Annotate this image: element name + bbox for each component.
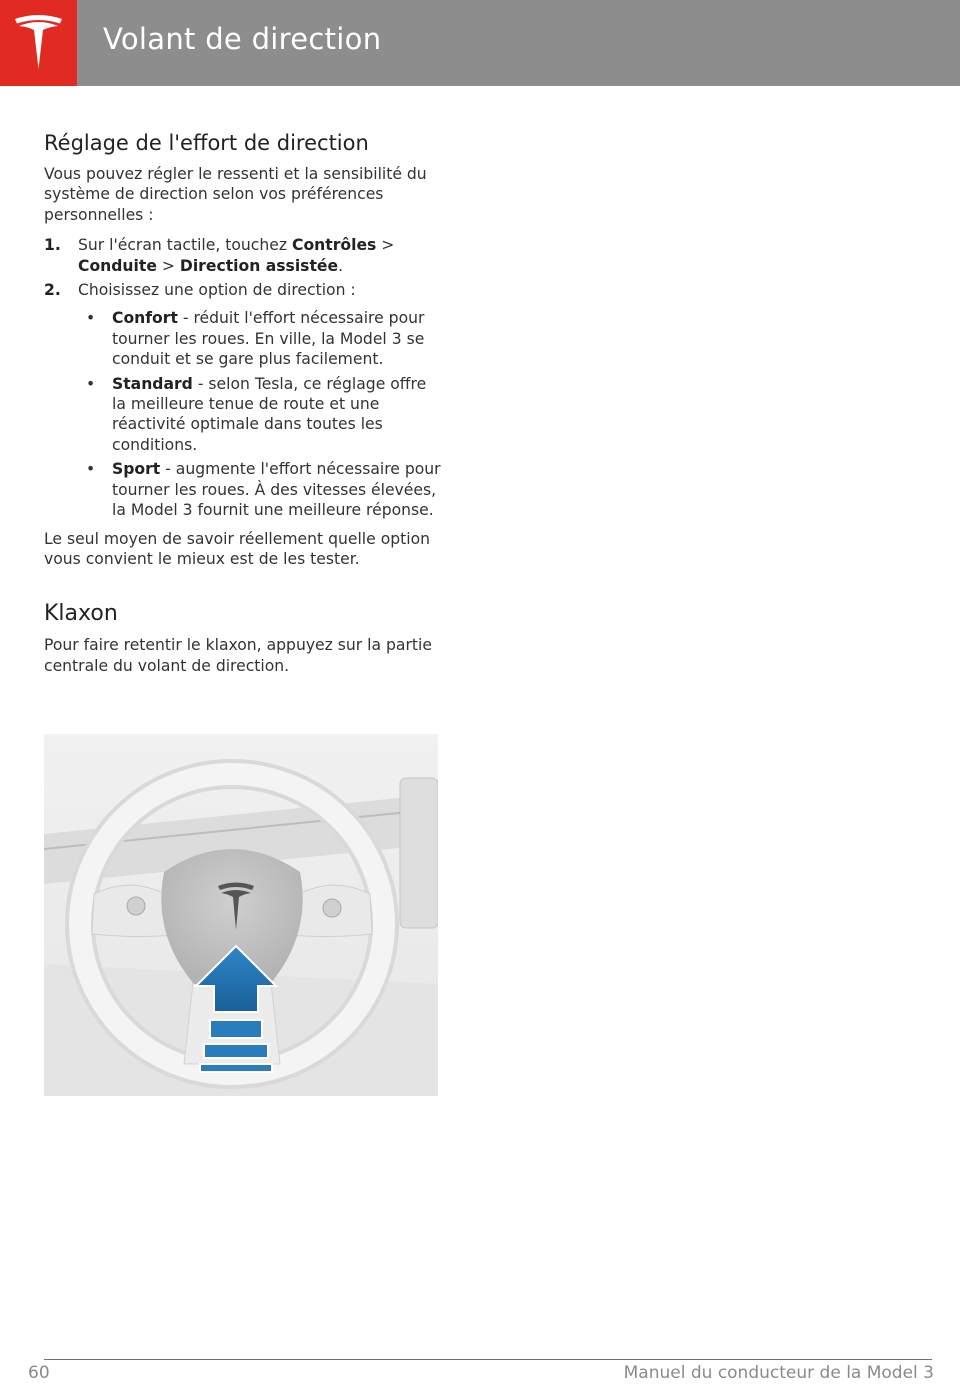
footer-divider [44, 1359, 932, 1360]
option-description: - augmente l'effort nécessaire pour tourner les roues. À des vitesses élevées, la Model 3 fournit une meilleure réponse. [112, 460, 441, 520]
list-item [78, 374, 444, 456]
menu-path-steering: Direction assistée [179, 256, 339, 275]
step-1 [44, 235, 444, 276]
option-term: Confort [112, 309, 178, 328]
step-text: Sur l'écran tactile, touchez [78, 236, 293, 255]
tip-paragraph: Le seul moyen de savoir réellement quelle option vous convient le mieux est de les tester. [44, 529, 430, 568]
section-heading-horn: Klaxon [44, 601, 118, 627]
steps-list [44, 235, 444, 300]
page-header [0, 0, 960, 86]
main-content [44, 128, 444, 676]
page-number: 60 [28, 1363, 50, 1383]
option-term: Sport [112, 460, 161, 479]
option-description: - réduit l'effort nécessaire pour tourner les roues. En ville, la Model 3 se conduit et se gare plus facilement. [112, 309, 425, 369]
menu-path-driving: Conduite [78, 256, 157, 275]
intro-paragraph: Vous pouvez régler le ressenti et la sensibilité du système de direction selon vos préférences personnelles : [44, 165, 427, 224]
path-separator: > [156, 256, 180, 275]
step-text: Choisissez une option de direction : [78, 281, 356, 300]
horn-paragraph: Pour faire retentir le klaxon, appuyez sur la partie centrale du volant de direction. [44, 636, 432, 675]
bullet-marker: • [86, 374, 96, 393]
page-title: Volant de direction [103, 22, 382, 56]
tesla-logo-icon [13, 14, 64, 72]
step-end: . [338, 256, 344, 275]
steering-wheel-illustration [44, 734, 438, 1096]
bullet-marker: • [86, 460, 96, 479]
step-2 [44, 280, 444, 300]
path-separator: > [376, 236, 395, 255]
list-item [78, 308, 444, 369]
list-item [78, 459, 444, 520]
footer-title: Manuel du conducteur de la Model 3 [623, 1363, 934, 1383]
steering-wheel-image [44, 734, 438, 1096]
menu-path-controls: Contrôles [292, 236, 377, 255]
tesla-logo [0, 0, 77, 86]
step-number: 2. [44, 281, 61, 300]
option-term: Standard [112, 374, 193, 393]
steering-options-list [78, 308, 444, 520]
step-number: 1. [44, 236, 61, 255]
option-description: - selon Tesla, ce réglage offre la meilleure tenue de route et une réactivité optimale dans toutes les conditions. [112, 374, 427, 454]
bullet-marker: • [86, 309, 96, 328]
section-heading-steering-effort: Réglage de l'effort de direction [44, 131, 369, 155]
